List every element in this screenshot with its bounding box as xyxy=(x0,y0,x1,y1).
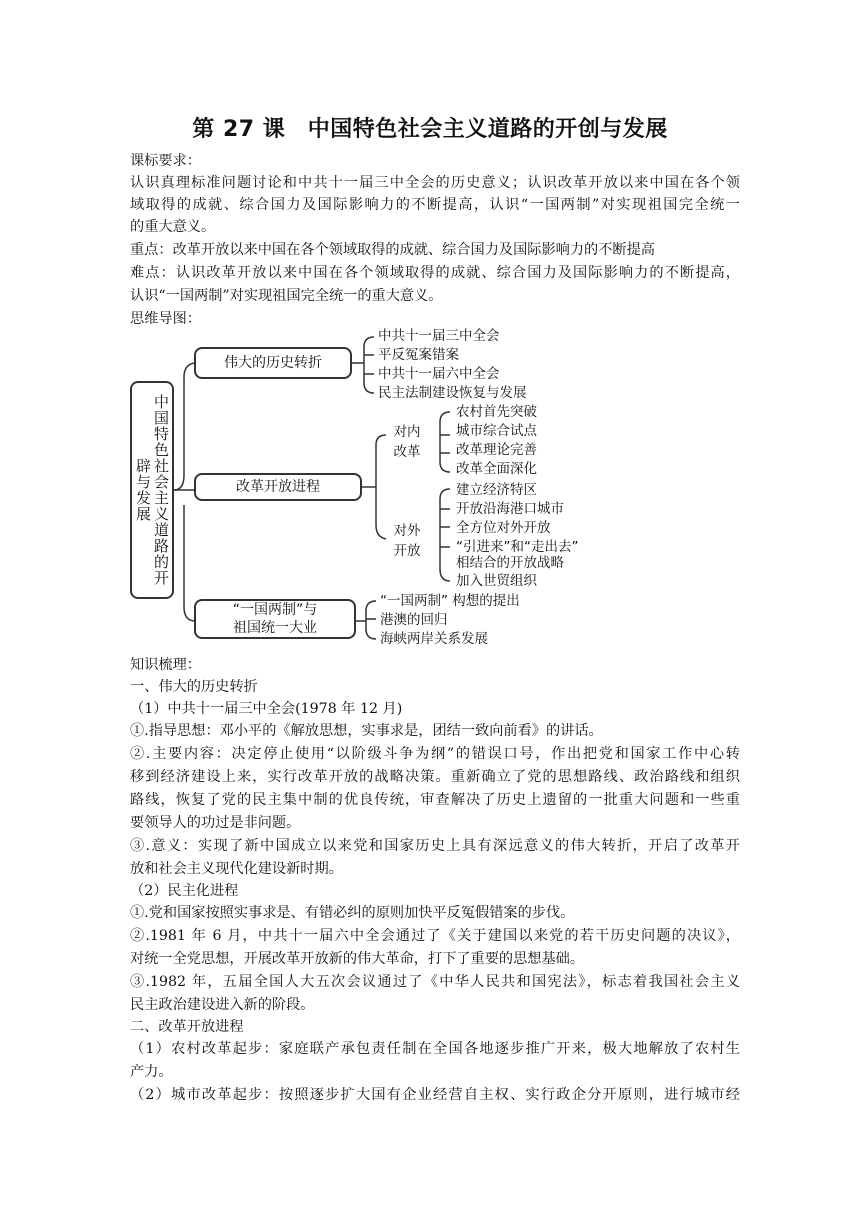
text-line: 认识“一国两制”对实现祖国完全统一的重大意义。 xyxy=(130,288,443,304)
text-line: 民主政治建设进入新的阶段。 xyxy=(130,997,315,1013)
leaf-item: “引进来”和“走出去” xyxy=(456,539,579,555)
mind-map xyxy=(130,325,630,655)
lesson-title: 第 27 课 中国特色社会主义道路的开创与发展 xyxy=(192,117,668,142)
branch-label-line: “一国两制”与 xyxy=(232,602,318,618)
text-line: 对统一全党思想，开展改革开放新的伟大革命，打下了重要的思想基础。 xyxy=(130,951,585,967)
text-line: 要领导人的功过是非问题。 xyxy=(130,815,301,831)
leaf-item: 城市综合试点 xyxy=(456,423,537,439)
text-line: （2）城市改革起步：按照逐步扩大国有企业经营自主权、实行政企分开原则，进行城市经 xyxy=(130,1087,740,1103)
leaf-item: 港澳的回归 xyxy=(380,612,448,628)
text-line: 难点：认识改革开放以来中国在各个领域取得的成就、综合国力及国际影响力的不断提高， xyxy=(130,265,740,281)
text-line: ①.党和国家按照实事求是、有错必纠的原则加快平反冤假错案的步伐。 xyxy=(130,905,575,921)
text-line: ③.意义：实现了新中国成立以来党和国家历史上具有深远意义的伟大转折，开启了改革开 xyxy=(130,838,740,854)
text-line: 认识真理标准问题讨论和中共十一届三中全会的历史意义；认识改革开放以来中国在各个领 xyxy=(130,175,740,191)
sub-branch-inner-reform: 对内改革 xyxy=(393,424,421,460)
text-line: 知识梳理： xyxy=(130,657,201,673)
leaf-item: 海峡两岸关系发展 xyxy=(380,631,488,647)
leaf-item: 农村首先突破 xyxy=(456,404,537,420)
text-line: ③.1982 年，五届全国人大五次会议通过了《中华人民共和国宪法》，标志着我国社会主义 xyxy=(130,974,740,990)
text-line: 思维导图： xyxy=(130,311,201,327)
text-line: ②.主要内容：决定停止使用“以阶级斗争为纲”的错误口号，作出把党和国家工作中心转 xyxy=(130,746,740,762)
text-line: 移到经济建设上来，实行改革开放的战略决策。重新确立了党的思想路线、政治路线和组织 xyxy=(130,769,740,785)
leaf-item: 建立经济特区 xyxy=(456,482,537,498)
leaf-item: 改革理论完善 xyxy=(456,442,537,458)
text-line: 的重大意义。 xyxy=(130,219,216,235)
leaf-item: 相结合的开放战略 xyxy=(456,555,564,571)
leaf-item: 中共十一届六中全会 xyxy=(378,366,500,382)
leaf-item: 中共十一届三中全会 xyxy=(378,328,500,344)
text-line: ①.指导思想：邓小平的《解放思想，实事求是，团结一致向前看》的讲话。 xyxy=(130,723,603,739)
text-line: （2）民主化进程 xyxy=(130,883,239,899)
leaf-item: 开放沿海港口城市 xyxy=(456,501,564,517)
text-line: 产力。 xyxy=(130,1064,173,1080)
leaf-item: 加入世贸组织 xyxy=(456,573,537,589)
text-line: 域取得的成就、综合国力及国际影响力的不断提高，认识“一国两制”对实现祖国完全统一 xyxy=(130,197,740,213)
leaf-item: 民主法制建设恢复与发展 xyxy=(378,385,527,401)
mind-map-root: 中国特色社会主义道路的开辟与发展 xyxy=(130,381,174,599)
text-line: （1）中共十一届三中全会(1978 年 12 月) xyxy=(130,701,403,717)
text-line: 放和社会主义现代化建设新时期。 xyxy=(130,861,343,877)
branch-one-country-two-systems xyxy=(194,599,356,639)
leaf-item: 改革全面深化 xyxy=(456,461,537,477)
branch-label-line: 祖国统一大业 xyxy=(233,620,317,636)
leaf-item: 全方位对外开放 xyxy=(456,520,551,536)
branch-reform-process: 改革开放进程 xyxy=(194,473,362,501)
text-line: 路线，恢复了党的民主集中制的优良传统，审查解决了历史上遗留的一批重大问题和一些重 xyxy=(130,792,740,808)
leaf-item: 平反冤案错案 xyxy=(378,347,459,363)
text-line: （1）农村改革起步：家庭联产承包责任制在全国各地逐步推广开来，极大地解放了农村生 xyxy=(130,1041,740,1057)
text-line: 课标要求： xyxy=(130,153,201,169)
sub-branch-opening-up: 对外开放 xyxy=(393,523,421,559)
section-heading: 一、伟大的历史转折 xyxy=(130,679,258,695)
text-line: 重点：改革开放以来中国在各个领域取得的成就、综合国力及国际影响力的不断提高 xyxy=(130,242,655,258)
leaf-item: “一国两制” 构想的提出 xyxy=(380,593,520,609)
section-heading: 二、改革开放进程 xyxy=(130,1019,244,1035)
text-line: ②.1981 年 6 月，中共十一届六中全会通过了《关于建国以来党的若干历史问题的决议》， xyxy=(130,928,740,944)
branch-historic-turn: 伟大的历史转折 xyxy=(194,347,352,379)
